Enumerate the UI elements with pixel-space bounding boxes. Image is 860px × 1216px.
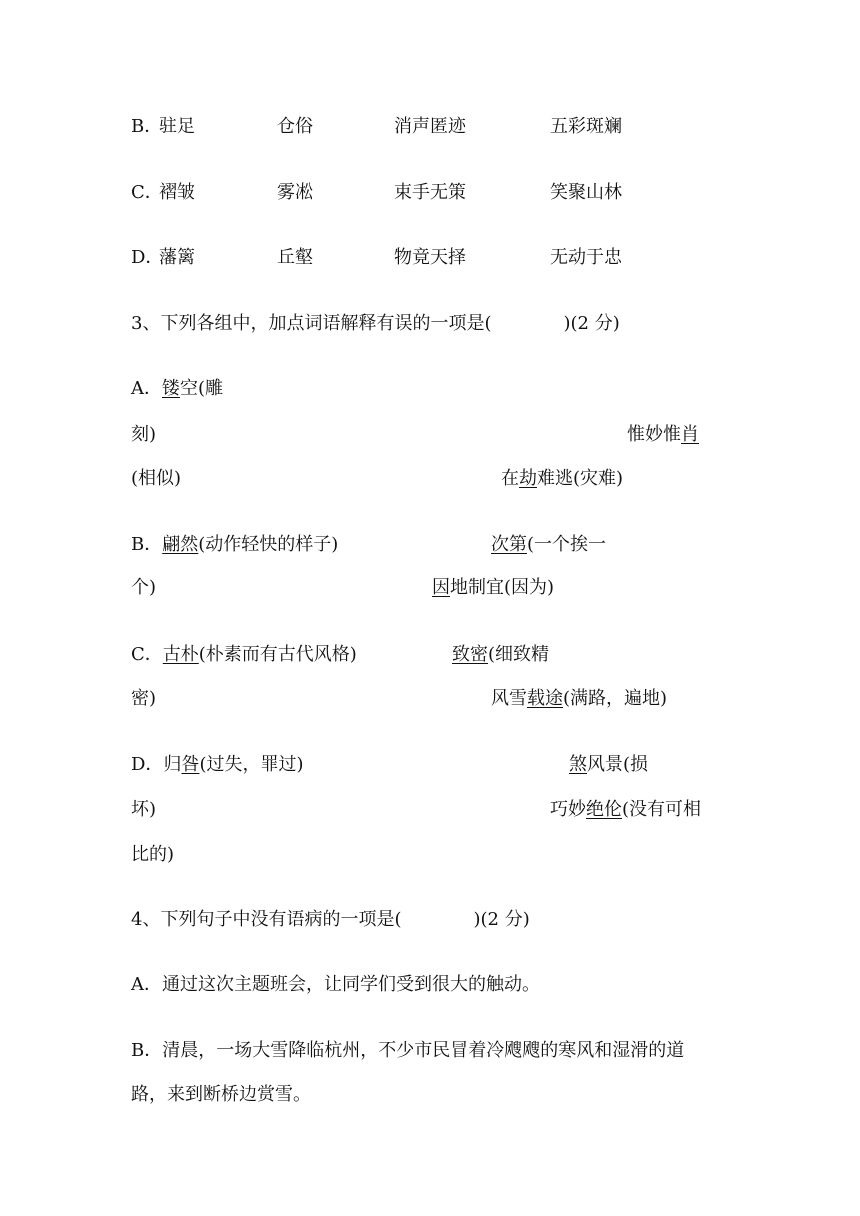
dotted-word: 因 [432,577,450,598]
option-word-4: 五彩斑斓 [550,116,622,137]
option-label: A． [131,378,162,399]
word-explanation-cont: 坏) [131,799,157,820]
option-word-3: 束手无策 [394,182,466,203]
word-explanation: 难逃(灾难) [537,468,624,489]
dotted-word: 古朴 [162,644,199,665]
dotted-word: 咎 [181,754,200,775]
q4-option-b-line-1: B．清晨，一场大雪降临杭州，不少市民冒着冷飕飕的寒风和湿滑的道 [131,1040,685,1061]
option-label: D． [131,754,164,775]
word-explanation: (没有可相 [622,799,702,820]
dotted-word: 镂 [162,378,180,399]
option-label: C． [131,644,163,665]
dotted-word: 绝伦 [586,799,622,820]
option-word-3: 消声匿迹 [394,116,466,137]
word-prefix: 归 [163,754,182,775]
word-explanation: (朴素而有古代风格) [198,644,357,665]
word-explanation: (一个挨一 [527,534,607,555]
option-word-1: 藩篱 [159,247,195,268]
dotted-word: 次第 [491,534,527,555]
word-explanation-cont: 个) [131,577,157,598]
q4-option-a: A．通过这次主题班会，让同学们受到很大的触动。 [131,974,540,995]
option-word-3: 物竟天择 [394,247,466,268]
option-word-1: 驻足 [159,116,195,137]
word-explanation-cont: 密) [131,688,157,709]
dotted-word: 翩然 [162,534,199,555]
word-explanation: (细致精 [488,644,550,665]
question-3-stem: 3、下列各组中，加点词语解释有误的一项是( )(2 分) [131,313,620,334]
q4-option-b-line-2: 路，来到断桥边赏雪。 [131,1084,311,1105]
option-word-2: 丘壑 [277,247,313,268]
word-explanation: (满路，遍地) [563,688,668,709]
word-prefix: 巧妙 [550,799,586,820]
dotted-word: 煞 [569,754,587,775]
word-explanation: (动作轻快的样子) [198,534,339,555]
word-explanation: 地制宜(因为) [450,577,555,598]
word-explanation-cont: 刻) [131,424,157,445]
dotted-word: 肖 [681,424,699,445]
dotted-word: 劫 [519,468,537,489]
dotted-word: 致密 [452,644,488,665]
option-word-2: 仓俗 [277,116,313,137]
option-word-2: 雾凇 [277,182,313,203]
word-explanation: (过失，罪过) [199,754,304,775]
word-explanation-cont: (相似) [131,468,182,489]
option-label: C． [131,182,163,203]
question-4-stem: 4、下列句子中没有语病的一项是( )(2 分) [131,909,530,930]
word-prefix: 惟妙惟 [627,424,681,445]
option-word-4: 无动于忠 [550,247,622,268]
word-prefix: 在 [501,468,519,489]
dotted-word: 载途 [527,688,563,709]
word-prefix: 风雪 [491,688,527,709]
word-explanation: 空(雕 [180,378,224,399]
option-word-4: 笑聚山林 [550,182,622,203]
option-word-1: 褶皱 [159,182,195,203]
word-explanation-cont: 比的) [131,844,175,865]
option-label: B． [131,116,163,137]
option-label: B． [131,534,163,555]
word-explanation: 风景(损 [587,754,649,775]
option-label: D． [131,247,164,268]
